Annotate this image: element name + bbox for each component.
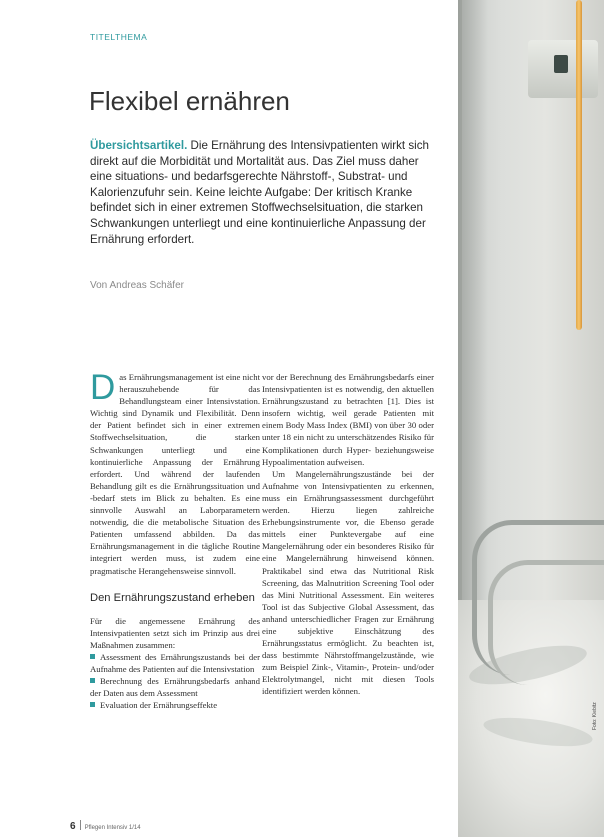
body-column-right	[262, 371, 434, 698]
paragraph: vor der Berechnung des Ernährungsbedarfs einer Intensivpatienten ist es notwendig, den aktuellen Ernährungszustand zu betrachten [1]. Dies ist insofern wichtig, weil gerade Patienten mit einem Body Mass Index (BMI) von über 30 oder unter 18 ein nicht zu unterschätzendes Risiko für Komplikationen durch Hyper- beziehungsweise Hypoalimentation aufweisen.	[262, 372, 434, 467]
photo-credit: Foto: Kiebitz	[592, 702, 598, 730]
bullet-item: Berechnung des Ernährungsbedarfs anhand der Daten aus dem Assessment	[90, 676, 260, 699]
feeding-tube	[576, 0, 582, 330]
paragraph: Um Mangelernährungszustände bei der Aufnahme von Intensivpatienten zu erkennen, muss ein Ernährungsassessment durchgeführt werden. Hierzu liegen zahlreiche Erhebungsinstrumente vor, die Ebenso gerade mittels einer Punktevergabe auf eine Mangelernährung oder ein besonderes Risiko für eine Mangelernährung hinweisend können. Praktikabel sind etwa das Nutritional Risk Screening, das Malnutrition Screening Tool oder das Mini Nutritional Assessment. Ein weiteres Tool ist das Subjective Global Assessment, das anhand unterschiedlicher Fragen zur Ernährung eine subjektive Einschätzung des Ernährungsstatus ermöglicht. Zu beachten ist, dass bestimmte Nährstoffmangelzustände, wie zum Beispiel Zink-, Vitamin-, Protein- und/oder Elektrolytmangel, nicht mit diesen Tools identifiziert werden können.	[262, 468, 434, 697]
lead-kicker: Übersichtsartikel.	[90, 139, 188, 152]
intro-paragraph	[90, 368, 260, 577]
section-subheading: Den Ernährungszustand erheben	[90, 591, 255, 604]
intro-text: as Ernährungsmanagement ist eine nicht herauszuhebende für das Behandlungsteam einer Intensivstation. Wichtig sind Dynamik und Flexibilität. Denn der Patient befindet sich in einer extremen Stoffwechselsituation, die starken Schwankungen unterliegt und eine kontinuierliche Anpassung der Ernährung erfordert. Und während der laufenden Behandlung gilt es die Ernährungssituation und -bedarf stets im Blick zu behalten. Es eine sinnvolle Auswahl an Laborparametern notwendig, die die metabolische Situation des Patienten umfassend abbilden. Da das Ernährungsmanagement in die tägliche Routine integriert werden muss, ist zudem eine pragmatische Herangehensweise sinnvoll.	[90, 372, 260, 576]
bullet-square-icon	[90, 654, 95, 659]
footer-divider	[80, 820, 81, 830]
page-number: 6	[70, 821, 76, 832]
article-lead	[90, 138, 440, 247]
body-column-left	[90, 368, 260, 711]
hospital-bed-photo	[458, 0, 604, 837]
bullet-square-icon	[90, 678, 95, 683]
paragraph: Für die angemessene Ernährung des Intensivpatienten setzt sich im Prinzip aus drei Maßnahmen zusammen:	[90, 615, 260, 650]
plug	[554, 55, 568, 73]
bullet-item: Evaluation der Ernährungseffekte	[90, 699, 260, 711]
bullet-square-icon	[90, 702, 95, 707]
bed-rail	[488, 560, 604, 685]
lead-text: Die Ernährung des Intensivpatienten wirkt sich direkt auf die Morbidität und Mortalität aus. Das Ziel muss daher eine situations- und bedarfsgerechte Nährstoff-, Substrat- und Kalorienzufuhr sein. Keine leichte Aufgabe: Der kritisch Kranke befindet sich in einer extremen Stoffwechselsituation, die starken Schwankungen unterliegt und eine kontinuierliche Anpassung der Ernährung erfordert.	[90, 139, 429, 246]
article-title: Flexibel ernähren	[89, 86, 290, 116]
section-rubric: TITELTHEMA	[90, 32, 148, 42]
magazine-name: Pflegen Intensiv 1/14	[84, 825, 141, 831]
author-byline: Von Andreas Schäfer	[90, 280, 184, 291]
bullet-item: Assessment des Ernährungszustands bei der Aufnahme des Patienten auf die Intensivstation	[90, 651, 260, 674]
drop-cap: D	[90, 368, 116, 407]
page-footer	[70, 816, 141, 834]
